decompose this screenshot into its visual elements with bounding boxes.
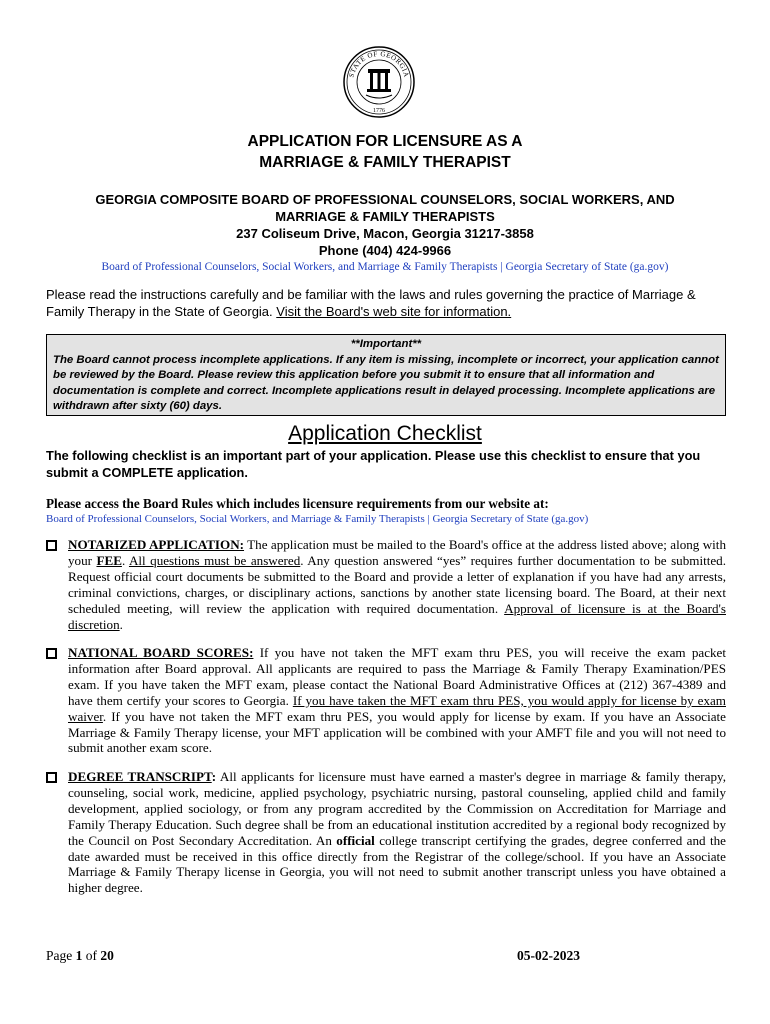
checklist-item-degree-transcript [46,769,726,896]
item-heading: NOTARIZED APPLICATION: [68,537,245,552]
title-line-1: APPLICATION FOR LICENSURE AS A [247,133,523,150]
board-phone: Phone (404) 424-9966 [318,243,452,258]
item-text: . [119,616,123,632]
checkbox[interactable] [46,772,57,783]
checklist-item-text [68,537,726,632]
item-text: . [121,552,129,568]
checklist-intro: The following checklist is an important part of your application. Please use this checklist to ensure that you submit a COMPLETE application. [46,448,701,480]
board-info [40,191,730,259]
checklist-item-text [68,769,726,896]
board-name-line-2: MARRIAGE & FAMILY THERAPISTS [275,209,495,224]
item-heading: NATIONAL BOARD SCORES: [68,645,254,660]
checkbox[interactable] [46,648,57,659]
board-website-link[interactable]: Board of Professional Counselors, Social Workers, and Marriage & Family Therapists | Georgia Secretary of State (ga.gov) [101,261,669,273]
page-total: 20 [100,948,114,963]
state-seal-icon [342,45,416,119]
checklist-item-text [68,645,726,756]
item-text: The application must be mailed to the Board's office at the address listed above; along with your [68,537,726,568]
checklist-title: Application Checklist [288,422,482,445]
page-word: Page [46,948,76,963]
intro-paragraph [46,286,730,320]
revision-date: 05-02-2023 [517,948,580,963]
board-website-reference[interactable]: Visit the Board's web site for information. [276,304,512,319]
page-current: 1 [75,948,83,963]
important-notice-box [46,334,726,416]
page-title [0,131,770,173]
item-text: If you have not taken the MFT exam thru PES, you will receive the exam packet information after Board approval. All applicants are required to pass the Marriage & Family Therapy Examination/PES exam. If you have taken the MFT exam, please contact the National Board Administrative Offices at (212) 367-4389 and have them certify your scores to Georgia. [68,645,726,708]
item-heading: DEGREE TRANSCRIPT [68,769,212,784]
item-text: college transcript certifying the grades, degree conferred and the date awarded must be received in this office directly from the Registrar of the college/school. If you have an Associate Marriage & Family Therapy license in Georgia, you will not need to submit another transcript unless you have obtained a higher degree. [68,832,726,896]
important-body: The Board cannot process incomplete applications. If any item is missing, incomplete or incorrect, your application cannot be reviewed by the Board. Please review this application before you submit it to ensure that all information and documentation is complete and correct. Incomplete applications result in delayed processing. Incomplete applications are withdrawn after sixty (60) days. [53,353,719,412]
title-line-2: MARRIAGE & FAMILY THERAPIST [259,154,511,171]
rules-access-text: Please access the Board Rules which includes licensure requirements from our website at: [46,496,549,511]
item-text: . Any question answered “yes” requires further documentation to be submitted. Request official court documents be submitted to the Board and provide a letter of explanation if you have had any arrests, criminal convictions, charges, or disciplinary actions, sanctions by another state licensing board. The Board, at their next scheduled meeting, will review the application with required documentation. [68,552,726,616]
seal-year: 1776 [373,108,385,114]
item-text: : [211,769,217,784]
page-number [46,948,114,964]
item-text: . If you have not taken the MFT exam thru PES, you would apply for license by exam. If you have an Associate Marriage & Family Therapy license, your MFT application will be combined with your AMFT file and you will not need to submit another exam score. [68,708,726,756]
important-heading: **Important** [350,338,422,350]
checklist-item-notarized [46,537,726,632]
seal-text: STATE OF GEORGIA [347,49,411,79]
item-text: All applicants for licensure must have earned a master's degree in marriage & family therapy, counseling, social work, medicine, applied psychology, psychiatric nursing, pastoral counseling, applied child and family development, applied sociology, or from any program accredited by the Commission on Accreditation for Marriage and Family Therapy Education. Such degree shall be from an educational institution accredited by a regional body recognized by the Council on Post Secondary Accreditation. An [68,769,726,848]
item-emphasis: All questions must be answered [128,552,301,568]
item-emphasis: Approval of licensure is at the Board's discretion [68,600,726,632]
rules-website-link[interactable]: Board of Professional Counselors, Social Workers, and Marriage & Family Therapists | Georgia Secretary of State (ga.gov) [46,513,589,525]
official-emphasis: official [336,832,375,848]
checklist-item-national-board [46,645,726,756]
board-name-line-1: GEORGIA COMPOSITE BOARD OF PROFESSIONAL COUNSELORS, SOCIAL WORKERS, AND [95,192,675,207]
checkbox[interactable] [46,540,57,551]
board-address: 237 Coliseum Drive, Macon, Georgia 31217-3858 [236,226,534,241]
fee-emphasis: FEE [96,552,122,568]
page-of: of [82,948,101,963]
item-emphasis: If you have taken the MFT exam thru PES, you would apply for license by exam waiver [68,692,726,724]
intro-text: Please read the instructions carefully and be familiar with the laws and rules governing the practice of Marriage & Family Therapy in the State of Georgia. [46,287,696,319]
